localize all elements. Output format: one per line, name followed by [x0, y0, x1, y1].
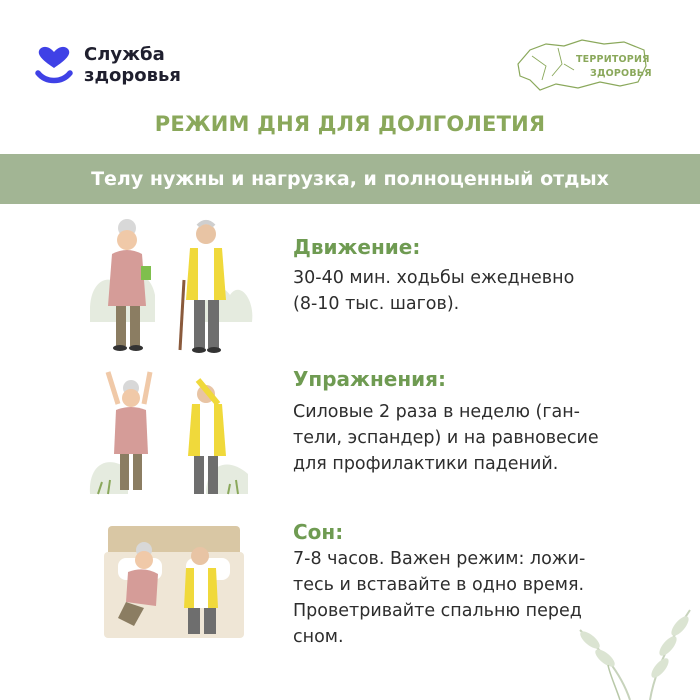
text-line: 7-8 часов. Важен режим: ложи-: [293, 549, 586, 569]
text-line: тели, эспандер) и на равновесие: [293, 428, 599, 448]
brand-name: [84, 44, 181, 86]
brand-line-1: Служба: [84, 44, 165, 65]
banner-text: Телу нужны и нагрузка, и полноценный отдых: [91, 168, 609, 190]
sluzhba-zdorovya-logo: [32, 44, 202, 90]
text-line: 30-40 мин. ходьбы ежедневно: [293, 268, 575, 288]
partner-name: [576, 53, 652, 81]
text-line: (8-10 тыс. шагов).: [293, 294, 460, 314]
brand-line-2: здоровья: [84, 65, 181, 86]
subtitle-banner: [0, 154, 700, 204]
section-movement-heading: Движение:: [293, 235, 421, 259]
plant-leaves-decoration: [560, 590, 700, 700]
page-title: РЕЖИМ ДНЯ ДЛЯ ДОЛГОЛЕТИЯ: [154, 112, 546, 136]
section-exercise-heading: Упражнения:: [293, 367, 447, 391]
section-movement-text: [293, 265, 643, 317]
sleeping-couple-illustration: [104, 522, 244, 642]
text-line: Силовые 2 раза в неделю (ган-: [293, 402, 580, 422]
section-exercise-text: [293, 399, 643, 477]
territoriya-zdorovya-logo: [512, 36, 652, 96]
exercising-couple-illustration: [88, 364, 258, 500]
partner-line-1: ТЕРРИТОРИЯ: [576, 54, 650, 65]
text-line: тесь и вставайте в одно время.: [293, 575, 585, 595]
heart-smile-icon: [32, 46, 76, 86]
text-line: для профилактики падений.: [293, 454, 559, 474]
partner-line-2: ЗДОРОВЬЯ: [590, 68, 652, 79]
walking-couple-illustration: [80, 210, 260, 358]
section-sleep-heading: Сон:: [293, 520, 344, 544]
text-line: Проветривайте спальню перед: [293, 601, 582, 621]
text-line: сном.: [293, 627, 344, 647]
